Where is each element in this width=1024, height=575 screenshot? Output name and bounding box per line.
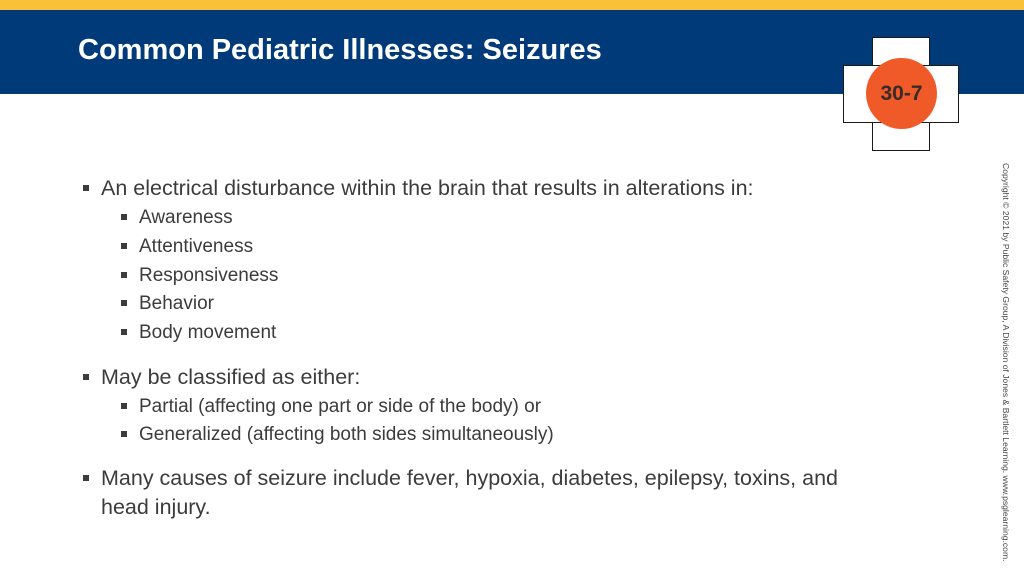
sub-bullet-text: Partial (affecting one part or side of the body) or (139, 396, 542, 417)
bullet-square-icon (121, 243, 127, 249)
sub-bullet-text: Generalized (affecting both sides simultaneously) (139, 424, 554, 445)
bullet-square-icon (121, 214, 127, 220)
copyright-notice: Copyright © 2021 by Public Safety Group, A Division of Jones & Bartlett Learning. www.psglearning.com. (1001, 163, 1011, 562)
sub-bullet-attentiveness (139, 234, 253, 260)
sub-bullet-text: Body movement (139, 322, 277, 343)
cross-badge (843, 37, 959, 153)
bullet-square-icon (83, 475, 89, 481)
bullet-text: May be classified as either: (101, 365, 361, 389)
bullet-square-icon (121, 300, 127, 306)
bullet-text-line-1: Many causes of seizure include fever, hypoxia, diabetes, epilepsy, toxins, and (101, 466, 838, 490)
bullet-text: An electrical disturbance within the brain that results in alterations in: (101, 176, 754, 200)
bullet-square-icon (121, 329, 127, 335)
bullet-square-icon (121, 431, 127, 437)
sub-bullet-partial (139, 394, 541, 420)
sub-bullet-text: Behavior (139, 293, 214, 314)
sub-bullet-responsiveness (139, 263, 278, 289)
sub-bullet-text: Attentiveness (139, 236, 254, 257)
bullet-classification (101, 363, 360, 392)
bullet-text-line-2: head injury. (101, 495, 211, 519)
sub-bullet-awareness (139, 205, 233, 231)
bullet-square-icon (83, 185, 89, 191)
sub-bullet-body-movement (139, 320, 276, 346)
sub-bullet-generalized (139, 422, 554, 448)
bullet-square-icon (121, 403, 127, 409)
slide-number-badge: 30-7 (866, 58, 937, 129)
bullet-square-icon (121, 272, 127, 278)
bullet-causes (101, 464, 838, 522)
slide-title: Common Pediatric Illnesses: Seizures (78, 34, 602, 66)
bullet-square-icon (83, 374, 89, 380)
sub-bullet-text: Responsiveness (139, 265, 279, 286)
top-accent-stripe (0, 0, 1024, 10)
sub-bullet-text: Awareness (139, 207, 233, 228)
bullet-definition (101, 174, 754, 203)
sub-bullet-behavior (139, 291, 214, 317)
